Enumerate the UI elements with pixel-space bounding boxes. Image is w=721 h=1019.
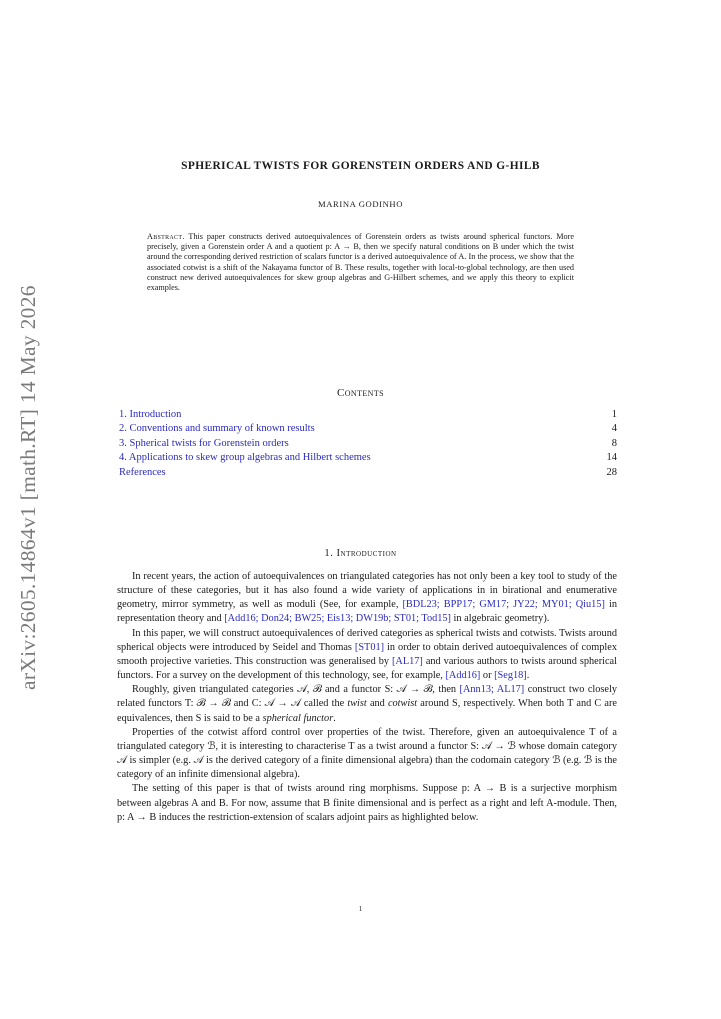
emphasis-text: spherical functor [262, 712, 334, 724]
toc-entry-page: 1 [611, 409, 617, 420]
toc-entry-page: 14 [606, 452, 617, 464]
paragraph-text: construct two closely related functors T: ℬ → ℬ and C: 𝒜 → 𝒜 called the [117, 684, 617, 710]
citation-link[interactable]: [ST01] [354, 641, 385, 653]
paragraph [117, 570, 617, 627]
paragraph-text: and various authors to twists around spherical functors. For a survey on the development of this technology, see, for example, [117, 655, 617, 682]
paragraph-text: in order to obtain derived autoequivalences of complex smooth projective varieties. This construction was generalised by [117, 641, 618, 667]
paragraph-text: Roughly, given triangulated categories 𝒜, ℬ and a functor S: 𝒜 → ℬ, then [132, 684, 460, 696]
paragraph-text: In this paper, we will construct autoequivalences of derived categories as spherical twists and cotwists. Twists around spherical objects were introduced by Seidel and Thomas [117, 627, 617, 653]
citation-link[interactable]: [Seg18] [494, 670, 527, 682]
contents-heading: Contents [337, 387, 384, 399]
toc-entry-page: 28 [606, 466, 617, 478]
abstract-text: This paper constructs derived autoequivalences of Gorenstein orders as twists around spherical functors. More precisely, given a Gorenstein order A and a quotient p: A → B, then we specify natural conditions on B under which the twist around the corresponding derived restriction of scalars functor is a derived autoequivalence of A. In the process, we show that the associated cotwist is a shift of the Nakayama functor of B. These results, together with local-to-global technology, are then used construct new derived autoequivalences for skew group algebras and G-Hilbert schemes, and we apply this theory to explicit examples. [147, 232, 574, 293]
toc-entry[interactable] [119, 437, 617, 451]
paragraph-text: . [526, 670, 530, 682]
introduction-body [117, 570, 617, 825]
toc-entry[interactable] [119, 451, 617, 465]
toc-entry-link[interactable]: References [119, 466, 166, 478]
abstract [147, 232, 574, 293]
abstract-label: Abstract. [147, 232, 185, 241]
page-number: 1 [358, 905, 363, 913]
toc-entry-link[interactable]: 2. Conventions and summary of known results [119, 423, 315, 435]
citation-link[interactable]: [BDL23; BPP17; GM17; JY22; MY01; Qiu15] [402, 599, 605, 611]
toc-entry-link[interactable]: 3. Spherical twists for Gorenstein orders [119, 437, 289, 449]
author-name: MARINA GODINHO [317, 199, 404, 209]
paragraph-text: The setting of this paper is that of twists around ring morphisms. Suppose p: A → B is a surjective morphism between algebras A and B. For now, assume that B finite dimensional and is perfect as a right and left A-module. Then, p: A → B induces the restriction-extension of scalars adjoint pairs as highlighted below. [117, 783, 617, 823]
paragraph-text: in representation theory and [117, 599, 617, 625]
citation-link[interactable]: [Add16; Don24; BW25; Eis13; DW19b; ST01; Tod15] [224, 613, 451, 625]
toc-entry-link[interactable]: 4. Applications to skew group algebras and Hilbert schemes [119, 452, 371, 464]
paragraph-text: Properties of the cotwist afford control over properties of the twist. Therefore, given an autoequivalence T of a triangulated category ℬ, it is interesting to characterise T as a twist around a functor S: 𝒜 → ℬ whose domain category 𝒜 is simpler (e.g. 𝒜 is the derived category of a finite dimensional algebra) than the codomain category ℬ (e.g. ℬ is the category of an infinite dimensional algebra). [117, 726, 617, 781]
table-of-contents [119, 408, 617, 480]
toc-entry[interactable] [119, 422, 617, 436]
paragraph-text: or [480, 670, 495, 682]
citation-link[interactable]: [AL17] [391, 655, 423, 667]
paragraph [117, 683, 617, 725]
paragraph-text: . [333, 712, 336, 724]
section-heading: 1. Introduction [324, 548, 397, 559]
toc-entry[interactable] [119, 408, 617, 422]
emphasis-text: cotwist [387, 698, 418, 710]
emphasis-text: twist [347, 698, 367, 710]
paragraph-text: in algebraic geometry). [450, 613, 550, 625]
citation-link[interactable]: [Add16] [445, 670, 481, 682]
arxiv-identifier: arXiv:2605.14864v1 [math.RT] 14 May 2026 [16, 285, 40, 690]
toc-entry-page: 4 [611, 423, 617, 435]
paper-title: SPHERICAL TWISTS FOR GORENSTEIN ORDERS AND G-HILB [181, 160, 540, 172]
toc-entry[interactable] [119, 466, 617, 480]
paragraph-text: and [366, 698, 388, 710]
paragraph [117, 627, 617, 684]
paragraph [117, 782, 617, 824]
citation-link[interactable]: [Ann13; AL17] [459, 684, 525, 696]
toc-entry-page: 8 [611, 437, 617, 449]
toc-entry-link[interactable]: 1. Introduction [119, 409, 182, 420]
paragraph [117, 726, 617, 783]
paragraph-text: around S, respectively. When both T and C are equivalences, then S is said to be a [117, 698, 617, 724]
paragraph-text: In recent years, the action of autoequivalences on triangulated categories has not only been a key tool to study of the structure of these categories, but it has also found a wide variety of applications in in birational and enumerative geometry, mirror symmetry, as well as moduli (See, for example, [117, 571, 617, 611]
